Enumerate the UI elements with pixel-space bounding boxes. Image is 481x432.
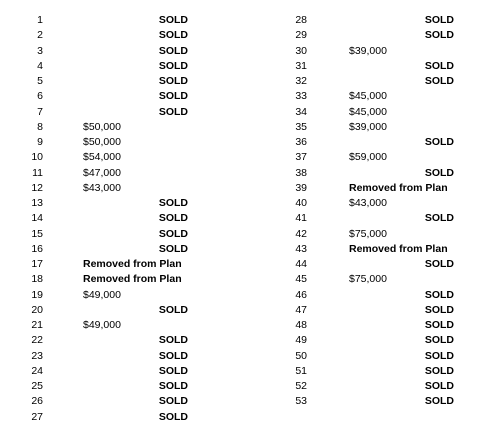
lot-number: 12 <box>31 181 43 194</box>
lot-number: 37 <box>295 151 307 164</box>
lot-row <box>0 349 240 364</box>
lot-number: 28 <box>295 14 307 26</box>
lot-number: 29 <box>295 29 307 42</box>
lot-number: 7 <box>37 105 43 118</box>
lot-row <box>0 150 240 165</box>
sold-label: SOLD <box>158 75 188 87</box>
lot-row <box>0 257 240 272</box>
lot-row <box>0 28 240 43</box>
lot-number: 24 <box>31 364 43 377</box>
sold-label: SOLD <box>158 14 188 26</box>
lot-price: $39,000 <box>349 120 387 133</box>
lot-number: 5 <box>37 75 43 87</box>
lot-row <box>0 303 240 318</box>
sold-label: SOLD <box>424 349 454 362</box>
lot-price: $59,000 <box>349 151 387 164</box>
lot-row <box>262 242 481 257</box>
lot-number: 48 <box>295 319 307 331</box>
lot-row <box>262 379 481 394</box>
removed-label: Removed from Plan <box>83 258 182 270</box>
lot-row <box>262 181 481 196</box>
sold-label: SOLD <box>158 364 188 377</box>
lot-price: $50,000 <box>83 136 121 148</box>
lot-number: 33 <box>295 90 307 103</box>
lot-row <box>262 333 481 348</box>
lot-price: $45,000 <box>349 90 387 103</box>
lot-number: 16 <box>31 242 43 255</box>
sold-label: SOLD <box>158 242 188 255</box>
lot-price: $54,000 <box>83 151 121 164</box>
lot-row <box>0 272 240 287</box>
lot-number: 32 <box>295 75 307 87</box>
lot-number: 10 <box>31 151 43 164</box>
lot-number: 53 <box>295 395 307 408</box>
sold-label: SOLD <box>424 166 454 179</box>
lot-row <box>0 333 240 348</box>
lot-number: 19 <box>31 288 43 301</box>
lot-number: 20 <box>31 303 43 316</box>
sold-label: SOLD <box>424 75 454 87</box>
sold-label: SOLD <box>158 349 188 362</box>
sold-label: SOLD <box>424 395 454 408</box>
lot-row <box>0 59 240 74</box>
sold-label: SOLD <box>158 105 188 118</box>
lot-number: 50 <box>295 349 307 362</box>
lot-number: 23 <box>31 349 43 362</box>
lot-number: 42 <box>295 227 307 240</box>
lot-row <box>262 257 481 272</box>
sold-label: SOLD <box>424 59 454 72</box>
sold-label: SOLD <box>158 410 188 423</box>
lot-row <box>0 89 240 104</box>
sold-label: SOLD <box>424 136 454 148</box>
lot-row <box>262 28 481 43</box>
lot-row <box>0 181 240 196</box>
sold-label: SOLD <box>424 29 454 42</box>
removed-label: Removed from Plan <box>83 273 182 286</box>
lot-row <box>0 196 240 211</box>
lot-price: $75,000 <box>349 227 387 240</box>
sold-label: SOLD <box>424 288 454 301</box>
sold-label: SOLD <box>158 44 188 57</box>
lot-row <box>0 13 240 28</box>
lot-number: 8 <box>37 120 43 133</box>
sold-label: SOLD <box>424 14 454 26</box>
lot-number: 34 <box>295 105 307 118</box>
lot-number: 22 <box>31 334 43 347</box>
lot-row <box>0 120 240 135</box>
sold-label: SOLD <box>158 395 188 408</box>
lot-price: $45,000 <box>349 105 387 118</box>
lot-row <box>262 318 481 333</box>
sold-label: SOLD <box>158 197 188 209</box>
lot-row <box>0 318 240 333</box>
sold-label: SOLD <box>158 29 188 42</box>
sold-label: SOLD <box>158 380 188 392</box>
sold-label: SOLD <box>424 380 454 392</box>
sold-label: SOLD <box>158 334 188 347</box>
lot-row <box>262 105 481 120</box>
lot-number: 51 <box>295 364 307 377</box>
lot-number: 27 <box>31 410 43 423</box>
lot-row <box>262 120 481 135</box>
lot-number: 17 <box>31 258 43 270</box>
lot-row <box>262 394 481 409</box>
sold-label: SOLD <box>158 227 188 240</box>
lot-row <box>262 13 481 28</box>
lot-number: 1 <box>37 14 43 26</box>
lot-row <box>0 227 240 242</box>
lot-number: 6 <box>37 90 43 103</box>
lot-number: 45 <box>295 273 307 286</box>
lot-price: $43,000 <box>349 197 387 209</box>
lot-price: $43,000 <box>83 181 121 194</box>
lot-row <box>262 303 481 318</box>
lot-number: 30 <box>295 44 307 57</box>
sold-label: SOLD <box>158 90 188 103</box>
lot-row <box>262 44 481 59</box>
lot-row <box>262 135 481 150</box>
lot-number: 9 <box>37 136 43 148</box>
lot-number: 21 <box>31 319 43 331</box>
lot-number: 2 <box>37 29 43 42</box>
removed-label: Removed from Plan <box>349 181 448 194</box>
lot-number: 26 <box>31 395 43 408</box>
lot-number: 38 <box>295 166 307 179</box>
lot-price: $75,000 <box>349 273 387 286</box>
lot-row <box>0 74 240 89</box>
lot-number: 25 <box>31 380 43 392</box>
lot-price: $47,000 <box>83 166 121 179</box>
sold-label: SOLD <box>158 212 188 225</box>
lot-row <box>0 135 240 150</box>
lot-row <box>262 349 481 364</box>
removed-label: Removed from Plan <box>349 242 448 255</box>
lot-row <box>0 166 240 181</box>
lot-row <box>262 272 481 287</box>
lot-row <box>0 44 240 59</box>
lot-row <box>0 394 240 409</box>
lot-number: 41 <box>295 212 307 225</box>
lot-row <box>262 211 481 226</box>
sold-label: SOLD <box>424 334 454 347</box>
lot-number: 46 <box>295 288 307 301</box>
lot-number: 14 <box>31 212 43 225</box>
lot-row <box>0 242 240 257</box>
lot-row <box>262 227 481 242</box>
lot-number: 43 <box>295 242 307 255</box>
lot-row <box>0 410 240 425</box>
sold-label: SOLD <box>424 319 454 331</box>
lot-number: 52 <box>295 380 307 392</box>
lot-number: 11 <box>32 166 43 179</box>
lot-number: 49 <box>295 334 307 347</box>
sold-label: SOLD <box>424 258 454 270</box>
lot-number: 13 <box>31 197 43 209</box>
lot-number: 35 <box>295 120 307 133</box>
lot-price: $50,000 <box>83 120 121 133</box>
lot-row <box>0 364 240 379</box>
lot-row <box>0 211 240 226</box>
lot-row <box>262 364 481 379</box>
lot-row <box>262 150 481 165</box>
sold-label: SOLD <box>158 303 188 316</box>
lot-number: 44 <box>295 258 307 270</box>
lot-row <box>0 105 240 120</box>
sold-label: SOLD <box>424 212 454 225</box>
left-lot-list <box>0 13 240 425</box>
lot-number: 39 <box>295 181 307 194</box>
lot-number: 18 <box>31 273 43 286</box>
lot-row <box>262 166 481 181</box>
lot-price: $49,000 <box>83 319 121 331</box>
lot-row <box>0 288 240 303</box>
lot-number: 31 <box>295 59 307 72</box>
lot-number: 3 <box>37 44 43 57</box>
lot-number: 4 <box>37 59 43 72</box>
lot-number: 15 <box>31 227 43 240</box>
lot-number: 47 <box>295 303 307 316</box>
lot-row <box>262 74 481 89</box>
lot-row <box>262 59 481 74</box>
lot-number: 40 <box>295 197 307 209</box>
lot-row <box>262 288 481 303</box>
sold-label: SOLD <box>158 59 188 72</box>
lot-row <box>262 89 481 104</box>
sold-label: SOLD <box>424 364 454 377</box>
right-lot-list <box>262 13 481 410</box>
lot-number: 36 <box>295 136 307 148</box>
sold-label: SOLD <box>424 303 454 316</box>
lot-row <box>262 196 481 211</box>
lot-price: $49,000 <box>83 288 121 301</box>
lot-price: $39,000 <box>349 44 387 57</box>
lot-row <box>0 379 240 394</box>
